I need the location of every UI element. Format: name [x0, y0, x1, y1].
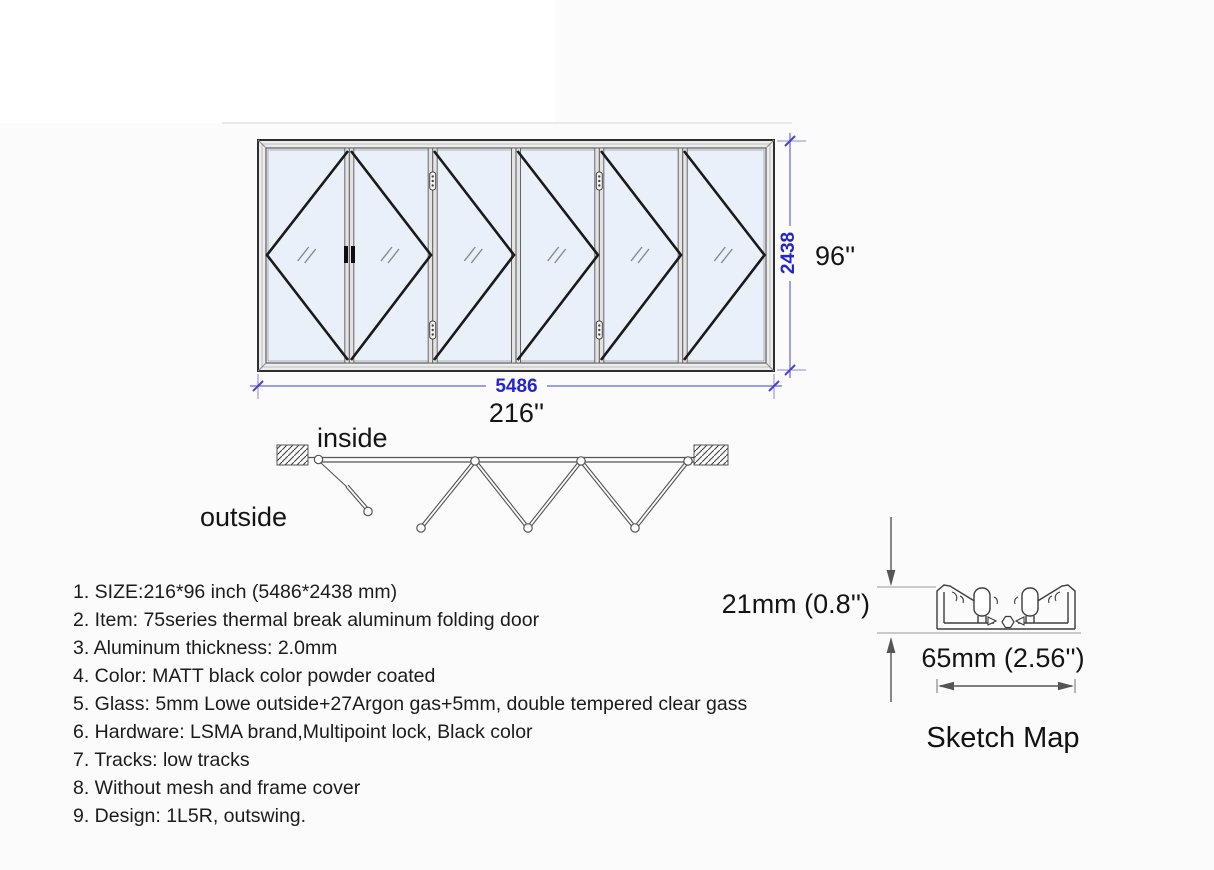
track-sketch	[877, 517, 1081, 702]
height-inch-dimension: 96''	[815, 241, 856, 271]
spec-item: 9. Design: 1L5R, outswing.	[73, 805, 307, 827]
spec-item: 4. Color: MATT black color powder coated	[73, 665, 436, 687]
sketch-map-title: Sketch Map	[926, 722, 1080, 754]
track-profile	[937, 585, 1075, 629]
door-elevation	[258, 140, 774, 371]
spec-item: 8. Without mesh and frame cover	[73, 777, 361, 799]
folding-plan-view	[277, 445, 728, 532]
outside-label: outside	[200, 502, 288, 532]
roller-right	[1022, 588, 1038, 616]
spec-item: 7. Tracks: low tracks	[73, 749, 250, 771]
folding-leaves-zigzag	[420, 460, 689, 529]
wall-hatch-right	[694, 445, 728, 465]
roller-left	[974, 588, 990, 616]
spec-item: 6. Hardware: LSMA brand,Multipoint lock, Black color	[73, 721, 533, 743]
track-width-dimension: 65mm (2.56'')	[921, 643, 1085, 673]
spec-item: 5. Glass: 5mm Lowe outside+27Argon gas+5mm, double tempered clear gass	[73, 693, 748, 715]
spec-item: 1. SIZE:216*96 inch (5486*2438 mm)	[73, 581, 398, 603]
spec-item: 3. Aluminum thickness: 2.0mm	[73, 637, 338, 659]
wall-hatch-left	[277, 445, 308, 465]
width-inch-dimension: 216''	[488, 398, 545, 428]
spec-list	[73, 578, 747, 830]
track-height-dimension: 21mm (0.8'')	[721, 589, 870, 619]
width-arrow	[937, 679, 1075, 693]
height-mm-dimension: 2438	[778, 231, 799, 275]
width-mm-dimension: 5486	[495, 376, 538, 397]
height-arrow	[887, 517, 896, 702]
spec-item: 2. Item: 75series thermal break aluminum folding door	[73, 609, 540, 631]
track-lines	[308, 458, 694, 463]
inside-label: inside	[317, 423, 388, 453]
center-connector	[1002, 617, 1014, 628]
left-leaf-rod	[321, 463, 368, 510]
